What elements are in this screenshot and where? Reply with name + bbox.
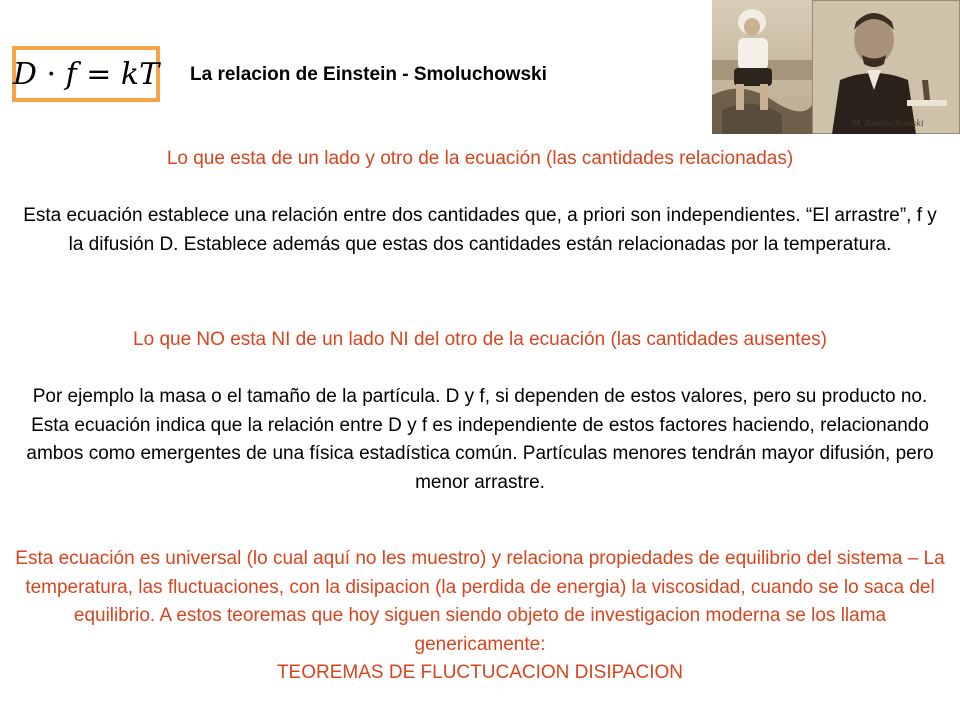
section2-heading: Lo que NO esta NI de un lado NI del otro de la ecuación (las cantidades ausentes) <box>133 329 827 350</box>
section3-body: Esta ecuación es universal (lo cual aquí no les muestro) y relaciona propiedades de equilibrio del sistema – La temperatura, las fluctuaciones, con la disipacion (la perdida de energia) la viscosidad, cuando se lo saca del equilibrio. A estos teoremas que hoy siguen siendo objeto de investigacion moderna se los llama genericamente: <box>15 548 945 655</box>
signature-mark: M. Smoluchowski <box>852 119 924 128</box>
equation-rhs: kT <box>120 56 160 92</box>
einstein-photo <box>712 0 812 134</box>
equation-f: f <box>65 56 77 92</box>
smoluchowski-photo <box>812 0 960 134</box>
equation-equals: = <box>86 56 112 92</box>
page-title: La relacion de Einstein - Smoluchowski <box>190 64 547 85</box>
section2-body: Por ejemplo la masa o el tamaño de la partícula. D y f, si dependen de estos valores, pero su producto no. Esta ecuación indica que la relación entre D y f es independiente de estos factores haciendo, relacionando ambos como emergentes de una física estadística común. Partículas menores tendrán mayor difusión, pero menor arrastre. <box>26 386 934 493</box>
equation-d: D <box>12 56 37 92</box>
section1-heading: Lo que esta de un lado y otro de la ecuación (las cantidades relacionadas) <box>166 148 794 169</box>
equation-box <box>12 46 160 102</box>
section3-closing: TEOREMAS DE FLUCTUCACION DISIPACION <box>276 662 684 683</box>
equation-dot: · <box>46 56 57 92</box>
equation <box>13 57 159 92</box>
section1-body: Esta ecuación establece una relación entre dos cantidades que, a priori son independientes. “El arrastre”, f y la difusión D. Establece además que estas dos cantidades están relacionadas por la temperatura. <box>23 205 937 255</box>
